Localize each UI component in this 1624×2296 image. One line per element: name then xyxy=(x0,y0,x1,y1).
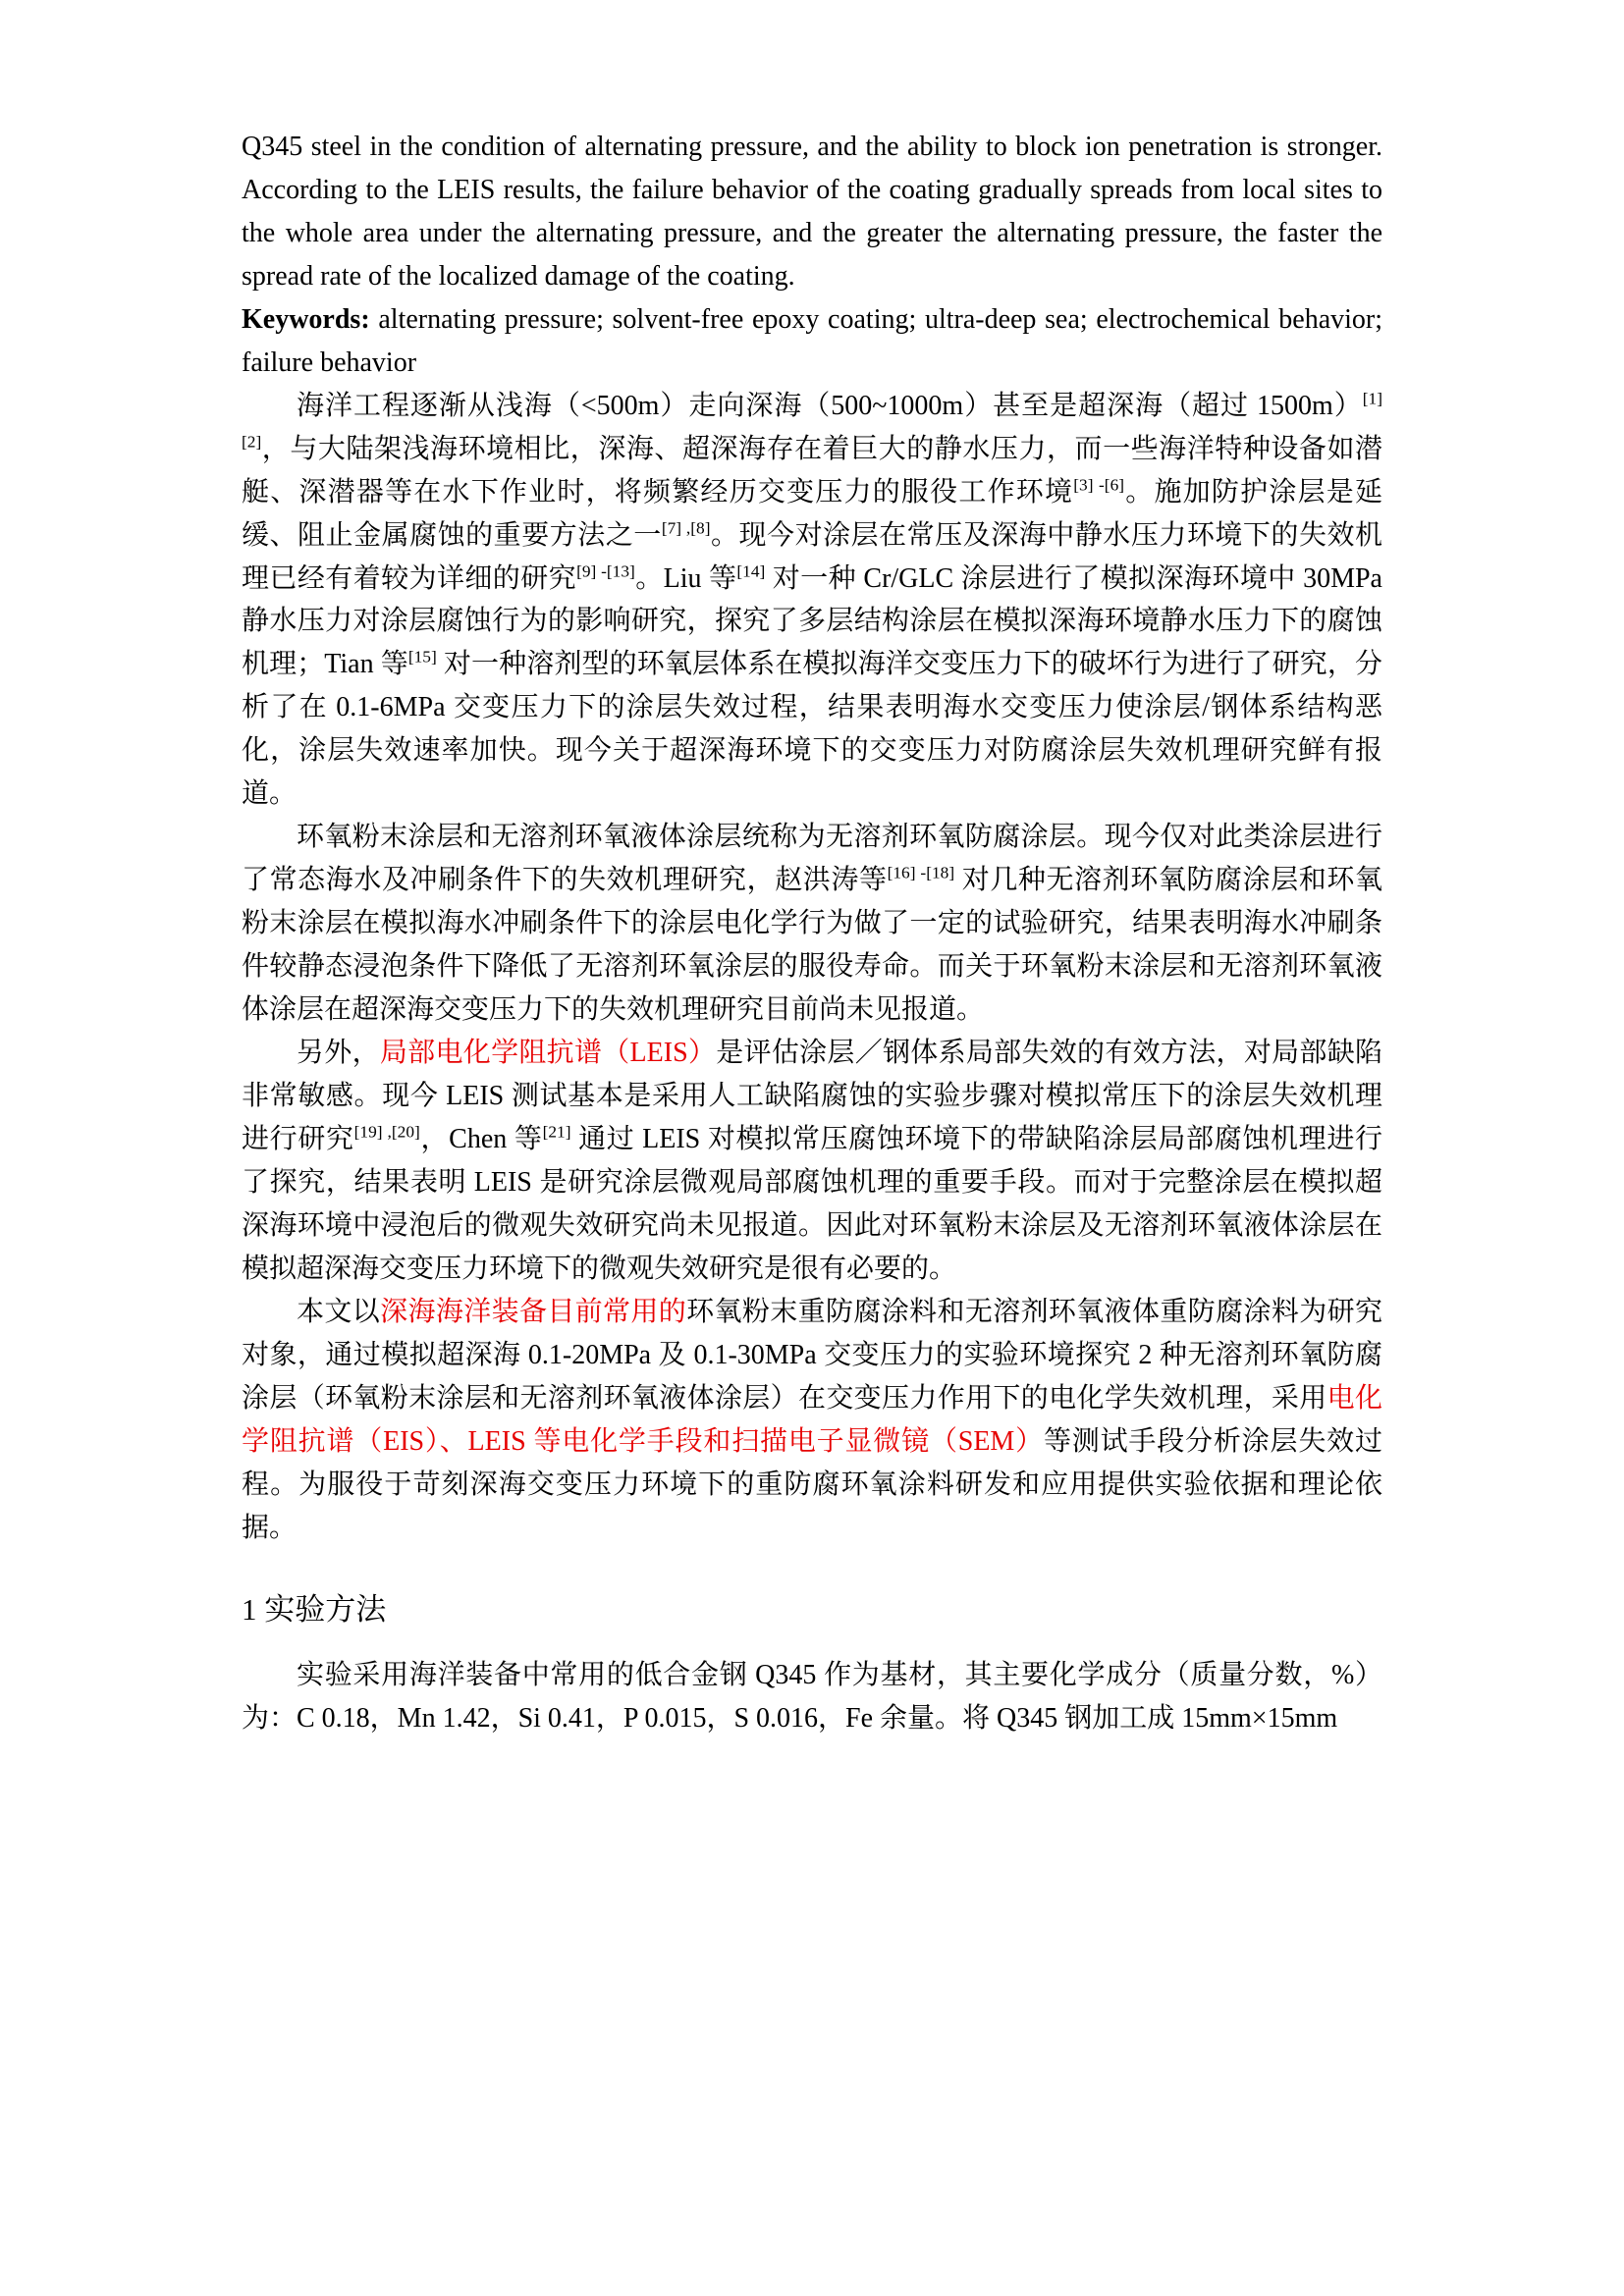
paragraph xyxy=(242,385,1382,817)
text-run: 深海海洋装备目前常用的 xyxy=(380,1296,687,1327)
section-heading xyxy=(242,1586,1382,1634)
text-run: 实验采用海洋装备中常用的低合金钢 Q345 作为基材，其主要化学成分（质量分数，%）为：C 0.18，Mn 1.42，Si 0.41，P 0.015，S 0.016，Fe 余量。将 Q345 钢加工成 15mm×15mm xyxy=(242,1660,1382,1735)
paragraph xyxy=(242,298,1382,385)
paragraph xyxy=(242,1291,1382,1550)
citation-ref: [16] -[18] xyxy=(887,863,955,882)
text-run: 通过 LEIS 对模拟常压腐蚀环境下的带缺陷涂层局部腐蚀机理进行了探究，结果表明 LEIS 是研究涂层微观局部腐蚀机理的重要手段。而对于完整涂层在模拟超深海环境中浸泡后的微观失效研究尚未见报道。因此对环氧粉末涂层及无溶剂环氧液体涂层在模拟超深海交变压力环境下的微观失效研究是很有必要的。 xyxy=(242,1123,1382,1284)
paragraph xyxy=(242,816,1382,1032)
text-run: 1 实验方法 xyxy=(242,1592,387,1628)
text-run: 本文以 xyxy=(297,1296,381,1327)
text-run: 海洋工程逐渐从浅海（<500m）走向深海（500~1000m）甚至是超深海（超过 1500m） xyxy=(297,390,1363,421)
citation-ref: [19] ,[20] xyxy=(353,1122,420,1142)
citation-ref: [1] [2] xyxy=(242,389,1382,452)
citation-ref: [15] xyxy=(407,648,437,667)
text-run: 是评估涂层／钢体系局部失效的有效方法，对局部缺陷非常敏感。现今 LEIS 测试基本是采用人工缺陷腐蚀的实验步骤对模拟常压下的涂层失效机理进行研究 xyxy=(242,1038,1382,1154)
text-run: Q345 steel in the condition of alternating pressure, and the ability to block ion penetration is stronger. According to the LEIS results, the failure behavior of the coating gradually spreads from local sites to the whole area under the alternating pressure, and the greater the alternating pressure, the faster the spread rate of the localized damage of the coating. xyxy=(242,132,1382,292)
citation-ref: [9] -[13] xyxy=(576,561,635,581)
paragraph xyxy=(242,126,1382,298)
text-run: alternating pressure; solvent-free epoxy coating; ultra-deep sea; electrochemical behavior; failure behavior xyxy=(242,303,1382,378)
paragraph xyxy=(242,1032,1382,1291)
text-run: 对一种溶剂型的环氧层体系在模拟海洋交变压力下的破坏行为进行了研究，分析了在 0.1-6MPa 交变压力下的涂层失效过程，结果表明海水交变压力使涂层/钢体系结构恶化，涂层失效速率加快。现今关于超深海环境下的交变压力对防腐涂层失效机理研究鲜有报道。 xyxy=(242,649,1382,810)
text-run: 对一种 Cr/GLC 涂层进行了模拟深海环境中 30MPa 静水压力对涂层腐蚀行为的影响研究，探究了多层结构涂层在模拟深海环境静水压力下的腐蚀机理；Tian 等 xyxy=(242,562,1382,680)
text-run: ，与大陆架浅海环境相比，深海、超深海存在着巨大的静水压力，而一些海洋特种设备如潜艇、深潜器等在水下作业时，将频繁经历交变压力的服役工作环境 xyxy=(242,433,1382,507)
text-run: 环氧粉末重防腐涂料和无溶剂环氧液体重防腐涂料为研究对象，通过模拟超深海 0.1-20MPa 及 0.1-30MPa 交变压力的实验环境探究 2 种无溶剂环氧防腐涂层（环氧粉末涂层和无溶剂环氧液体涂层）在交变压力作用下的电化学失效机理，采用 xyxy=(242,1296,1382,1414)
citation-ref: [3] -[6] xyxy=(1073,475,1125,495)
document-body xyxy=(242,126,1382,1740)
text-run: 对几种无溶剂环氧防腐涂层和环氧粉末涂层在模拟海水冲刷条件下的涂层电化学行为做了一定的试验研究，结果表明海水冲刷条件较静态浸泡条件下降低了无溶剂环氧涂层的服役寿命。而关于环氧粉末涂层和无溶剂环氧液体涂层在超深海交变压力下的失效机理研究目前尚未见报道。 xyxy=(242,865,1382,1026)
text-run: 局部电化学阻抗谱（LEIS） xyxy=(379,1038,717,1069)
citation-ref: [21] xyxy=(542,1122,571,1142)
text-run: ，Chen 等 xyxy=(419,1123,543,1154)
text-run: 。Liu 等 xyxy=(634,562,737,594)
paragraph xyxy=(242,1654,1382,1740)
text-run: 另外， xyxy=(297,1038,380,1069)
text-run: Keywords: xyxy=(242,303,370,335)
text-run: 等测试手段分析涂层失效过程。为服役于苛刻深海交变压力环境下的重防腐环氧涂料研发和应用提供实验依据和理论依据。 xyxy=(242,1425,1382,1543)
text-run: 电化学阻抗谱（EIS）、LEIS 等电化学手段和扫描电子显微镜（SEM） xyxy=(242,1382,1382,1457)
text-run: 。施加防护涂层是延缓、阻止金属腐蚀的重要方法之一 xyxy=(242,476,1382,551)
text-run: 环氧粉末涂层和无溶剂环氧液体涂层统称为无溶剂环氧防腐涂层。现今仅对此类涂层进行了常态海水及冲刷条件下的失效机理研究，赵洪涛等 xyxy=(242,822,1382,896)
citation-ref: [7] ,[8] xyxy=(661,518,711,538)
text-run: 。现今对涂层在常压及深海中静水压力环境下的失效机理已经有着较为详细的研究 xyxy=(242,519,1382,594)
citation-ref: [14] xyxy=(736,561,766,581)
